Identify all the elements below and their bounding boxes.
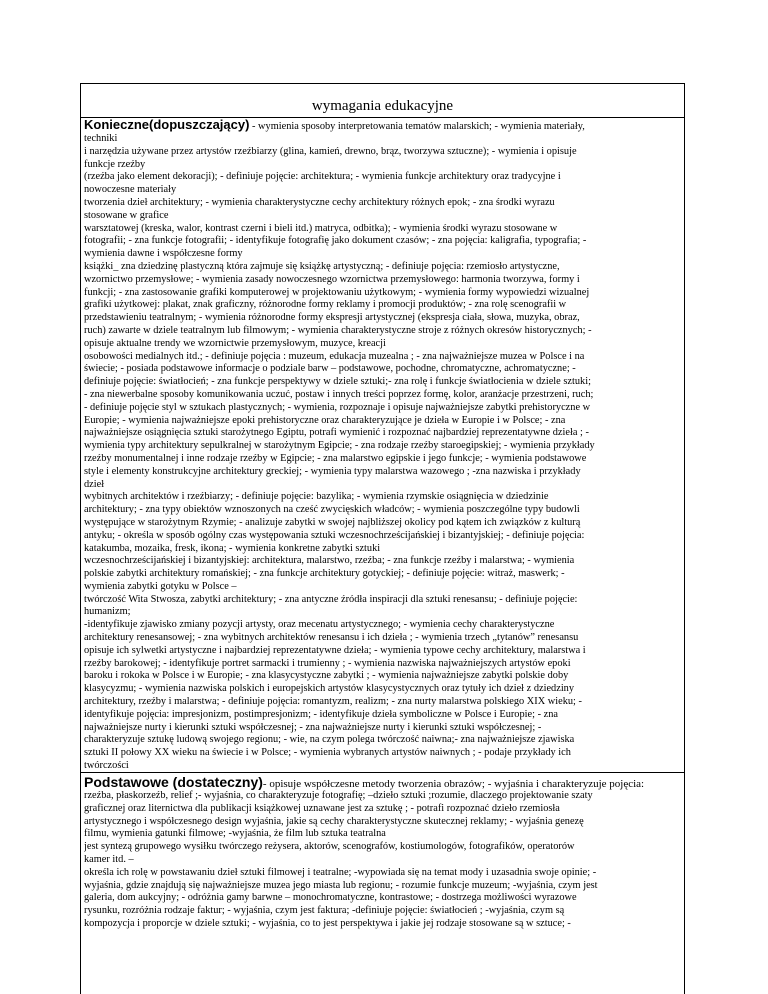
text-line: artystycznego i współczesnego design wyjaśnia, jakie są cechy charakterystyczne skutecznej reklamy; - wyjaśnia genezę <box>84 815 584 827</box>
section-heading: Podstawowe (dostateczny) <box>84 774 263 790</box>
text-line: -identyfikuje zjawisko zmiany pozycji artysty, oraz mecenatu artystycznego; - wymienia cechy charakterystyczne <box>84 619 555 631</box>
text-line: występujące w starożytnym Rzymie; - analizuje zabytki w swojej najbliższej okolicy pod kątem ich związków z kulturą <box>84 516 581 528</box>
text-line: funkcje rzeźby <box>84 158 146 170</box>
text-line: najważniejsze osiągnięcia sztuki starożytnego Egiptu, potrafi wymienić i rozpoznać najbardziej reprezentatywne dzieła ; - <box>84 427 589 439</box>
section-podstawowe <box>84 774 682 931</box>
text-line: tworzenia dzieł architektury; - wymienia charakterystyczne cechy architektury różnych epok; - zna środki wyrazu <box>84 196 555 208</box>
text-line: techniki <box>84 133 118 144</box>
text-line: stosowane w grafice <box>84 209 169 221</box>
text-line: kompozycja i proporcje w dziele sztuki; - wyjaśnia, co to jest perspektywa i jakie jej rodzaje stosowane są w sztuce; - <box>84 917 571 929</box>
text-line: architektury renesansowej; - zna wybitnych architektów renesansu i ich dzieła ; - wymienia trzech „tytanów” renesansu <box>84 632 579 644</box>
text-line: grafiki użytkowej: plakat, znak graficzny, różnorodne formy reklamy i promocji produktów; - zna rolę scenografii w <box>84 299 567 311</box>
text-line: rzeźby monumentalnej i inne rodzaje rzeźby w Egipcie; - zna malarstwo egipskie i jego funkcje; - wymienia podstawowe <box>84 452 587 464</box>
text-line: kamer itd. – <box>84 853 134 865</box>
text-line: wczesnochrześcijańskiej i bizantyjskiej: architektura, malarstwo, rzeźba; - zna funkcje rzeźby i malarstwa; - wymienia <box>84 555 575 567</box>
text-line: humanizm; <box>84 606 131 618</box>
text-line: architektury; - zna typy obiektów wznoszonych na cześć zwycięskich władców; - wymienia poszczególne typy budowli <box>84 504 580 516</box>
text-line: baroku i rokoka w Polsce i w Europie; - zna klasycystyczne zabytki ; - wymienia najważniejsze zabytki polskie doby <box>84 670 569 682</box>
text-line: wymienia dawne i współczesne formy <box>84 248 243 260</box>
document-title: wymagania edukacyjne <box>311 98 454 114</box>
text-line: filmu, wymienia gatunki filmowe; -wyjaśnia, że film lub sztuka teatralna <box>84 828 386 840</box>
text-line: wzornictwo przemysłowe; - wymienia zasady nowoczesnego wzornictwa przemysłowego: harmonia tworzywa, formy i <box>84 273 580 285</box>
section-lead-line <box>84 117 682 133</box>
text-line: opisuje ich sylwetki artystyczne i najbardziej reprezentatywne dzieła; - wymienia typowe cechy architektury, malarstwa i <box>84 644 586 656</box>
text-line: dzieł <box>84 478 105 490</box>
text-line: fotografii; - zna funkcje fotografii; - identyfikuje fotografię jako dokument czasów; - zna pojęcia: kaligrafia, typografia; - <box>84 235 587 247</box>
text-line: graficznej oraz liternictwa dla publikacji książkowej uznawane jest za sztukę ; - potrafi rozpoznać dzieło rzemiosła <box>84 802 560 814</box>
text-line: wymienia zabytki gotyku w Polsce – <box>84 580 237 592</box>
text-line: style i elementy konstrukcyjne architektury greckiej; - wymienia typy malarstwa wazowego ; -zna nazwiska i przykłady <box>84 465 581 477</box>
section-konieczne <box>84 117 682 773</box>
text-line: nowoczesne materiały <box>84 184 177 196</box>
text-line: twórczości <box>84 760 129 772</box>
section-lead-text: - opisuje współczesne metody tworzenia obrazów; - wyjaśnia i charakteryzuje pojęcia: <box>262 778 645 790</box>
text-line: najważniejsze nurty i kierunki sztuki współczesnej; - zna najważniejsze nurty i kierunki sztuki współczesnej; - <box>84 721 542 733</box>
text-line: ruch) zawarte w dziele teatralnym lub filmowym; - wymienia charakterystyczne stroje z różnych okresów historycznych; - <box>84 324 592 336</box>
text-line: rzeźby barokowej; - identyfikuje portret sarmacki i trumienny ; - wymienia nazwiska najważniejszych artystów epoki <box>84 657 571 669</box>
section-heading: Konieczne(dopuszczający) <box>84 117 250 132</box>
text-line: określa ich rolę w powstawaniu dzieł sztuki filmowej i teatralne; -wypowiada się na temat mody i uzasadnia swoje opinie; - <box>84 866 597 878</box>
text-line: książki_ zna dziedzinę plastyczną która zajmuje się książkę artystyczną; - definiuje pojęcia: rzemiosło artystyczne, <box>84 260 560 272</box>
text-line: Europie; - wymienia najważniejsze epoki prehistoryczne oraz charakteryzujące je dzieła w Europie i w Polsce; - zna <box>84 414 566 426</box>
text-line: opisuje aktualne trendy we wzornictwie przemysłowym, muzyce, kreacji <box>84 337 386 349</box>
text-line: rzeźba, płaskorzeźb, relief ;- wyjaśnia, co charakteryzuje fotografię; –dzieło sztuki ;rozumie, dlaczego projektowanie szaty <box>84 790 593 801</box>
text-line: świecie; - posiada podstawowe informacje o podziale barw – podstawowe, pochodne, chromatyczne, achromatyczne; - <box>84 363 576 375</box>
text-line: klasycyzmu; - wymienia nazwiska polskich i europejskich artystów klasycystycznych oraz tytuły ich dzieł z dziedziny <box>84 683 575 695</box>
text-line: katakumba, mozaika, fresk, ikona; - wymienia konkretne zabytki sztuki <box>84 542 381 554</box>
text-line: antyku; - określa w sposób ogólny czas występowania sztuki wczesnochrześcijańskiej i bizantyjskiej; - definiuje pojęcia: <box>84 529 585 541</box>
text-line: warsztatowej (kreska, walor, kontrast czerni i bieli itd.) matryca, odbitka); - wymienia środki wyrazu stosowane w <box>84 222 558 234</box>
text-line: wymienia typy architektury sepulkralnej w starożytnym Egipcie; - zna rodzaje rzeźby staroegipskiej; - wymienia przykłady <box>84 440 595 452</box>
text-line: identyfikuje pojęcia: impresjonizm, postimpresjonizm; - identyfikuje dzieła symboliczne w Polsce i Europie; - zna <box>84 708 558 720</box>
text-line: wybitnych architektów i rzeźbiarzy; - definiuje pojęcie: bazylika; - wymienia rzymskie osiągnięcia w dziedzinie <box>84 491 549 503</box>
text-line: - zna niewerbalne sposoby komunikowania uczuć, postaw i innych treści poprzez formę, kolor, aranżacje przestrzeni, ruch; <box>84 388 594 400</box>
section-lead-line <box>84 774 682 790</box>
text-line: charakteryzuje sztukę ludową swojego regionu; - wie, na czym polega twórczość naiwna;- zna najważniejsze zjawiska <box>84 734 575 746</box>
section-lead-text: - wymienia sposoby interpretowania tematów malarskich; - wymienia materiały, <box>249 121 585 132</box>
text-line: funkcji; - zna zastosowanie grafiki komputerowej w projektowaniu użytkowym; - wymienia formy wypowiedzi wizualnej <box>84 286 590 298</box>
text-line: i narzędzia używane przez artystów rzeźbiarzy (glina, kamień, drewno, brąz, tworzywa sztuczne); - wymienia i opisuje <box>84 145 577 157</box>
section-body <box>84 133 682 773</box>
text-line: osobowości medialnych itd.; - definiuje pojęcia : muzeum, edukacja muzealna ; - zna najważniejsze muzea w Polsce i na <box>84 350 585 362</box>
text-line: wyjaśnia, gdzie znajdują się najważniejsze muzea jego miasta lub regionu; - rozumie funkcje muzeum; -wyjaśnia, czym jest <box>84 879 598 891</box>
text-line: rysunku, rozróżnia rodzaje faktur; - wyjaśnia, czym jest faktura; -definiuje pojęcie: światłocień ; -wyjaśnia, czym są <box>84 905 565 917</box>
text-line: polskie zabytki architektury romańskiej; - zna funkcje architektury gotyckiej; - definiuje pojęcie: witraż, maswerk; - <box>84 568 565 580</box>
text-line: twórczość Wita Stwosza, zabytki architektury; - zna antyczne źródła inspiracji dla sztuki renesansu; - definiuje pojęcie: <box>84 593 578 605</box>
text-line: (rzeźba jako element dekoracji); - definiuje pojęcie: architektura; - wymienia funkcje architektury oraz tradycyjne i <box>84 171 561 183</box>
text-line: architektury, rzeźby i malarstwa; - definiuje pojęcia: romantyzm, realizm; - zna nurty malarstwa polskiego XIX wieku; - <box>84 696 582 708</box>
section-divider <box>80 772 685 773</box>
text-line: sztuki II połowy XX wieku na świecie i w Polsce; - wymienia wybranych artystów naiwnych ; - podaje przykłady ich <box>84 747 571 759</box>
text-line: - definiuje pojęcie styl w sztukach plastycznych; - wymienia, rozpoznaje i opisuje najważniejsze zabytki prehistoryczne w <box>84 401 591 413</box>
text-line: jest syntezą grupowego wysiłku twórczego reżysera, aktorów, scenografów, kostiumologów, fotografików, operatorów <box>84 841 575 853</box>
text-line: definiuje pojęcie: światłocień; - zna funkcje perspektywy w dziele sztuki;- zna rolę i funkcje światłocienia w dziele sztuki; <box>84 376 591 388</box>
text-line: galeria, dom aukcyjny; - odróżnia gamy barwne – monochromatyczne, kontrastowe; - dostrzega możliwości wyrazowe <box>84 892 577 904</box>
section-body <box>84 790 682 931</box>
text-line: przedstawieniu teatralnym; - wymienia różnorodne formy ekspresji artystycznej (ekspresja ciała, słowa, muzyka, obraz, <box>84 312 580 324</box>
